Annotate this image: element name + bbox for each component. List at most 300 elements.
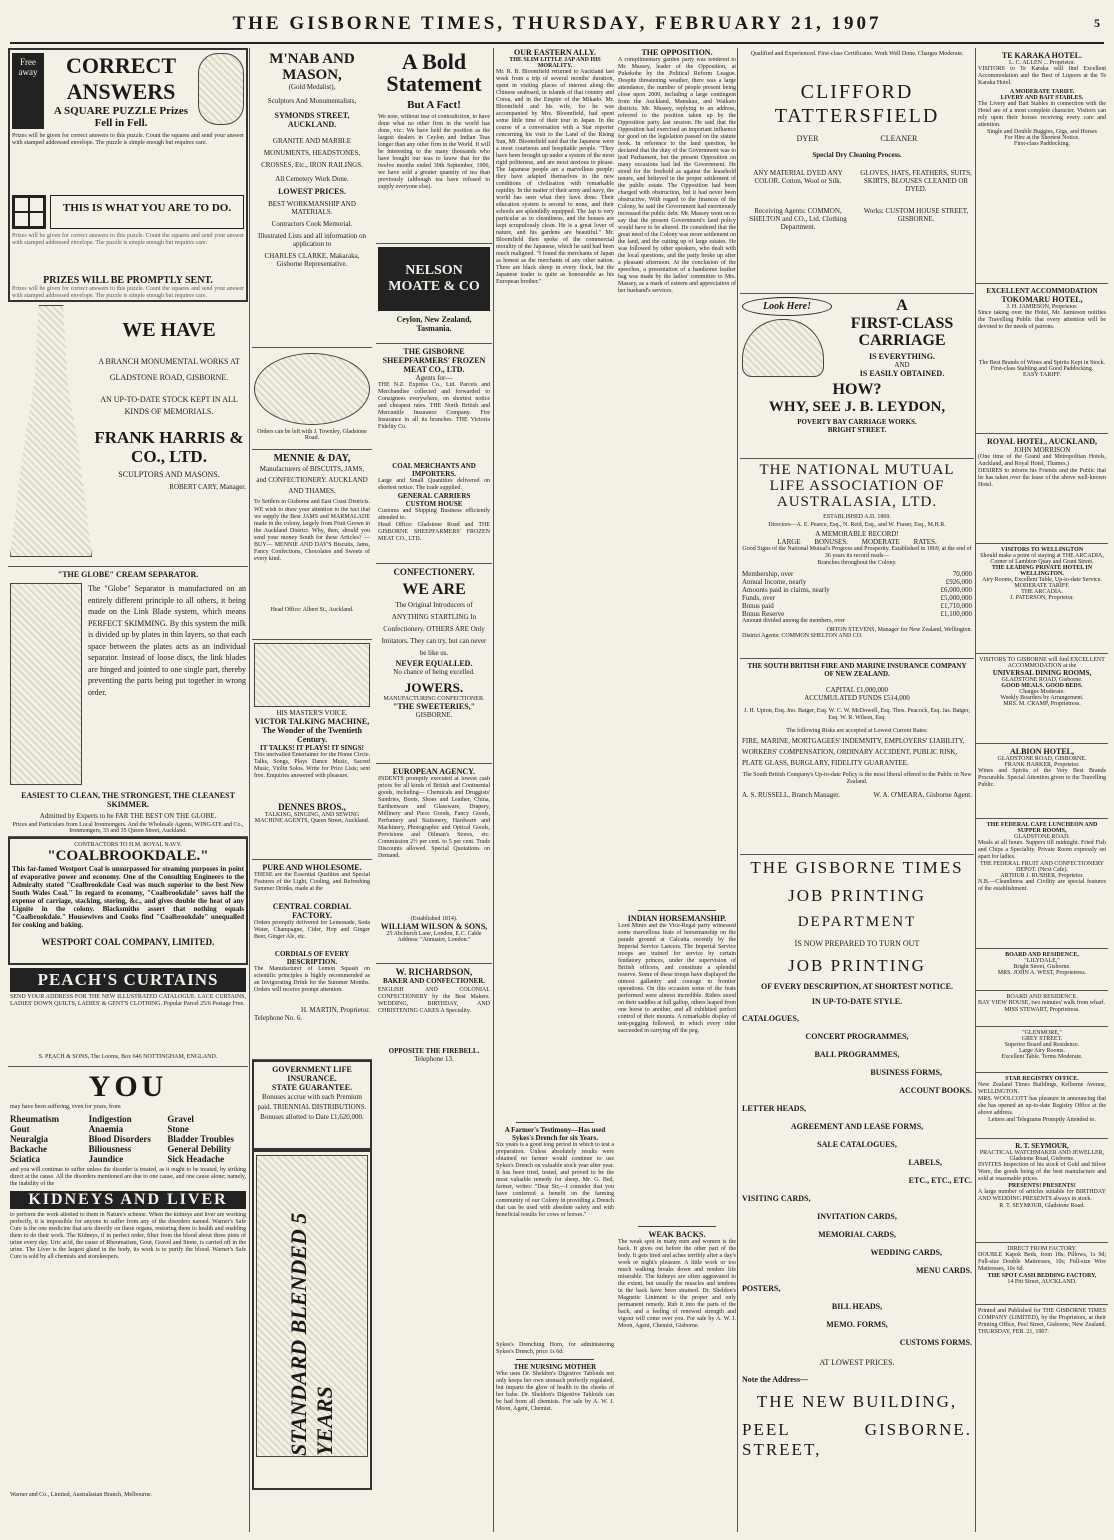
item: LABELS, (908, 1158, 942, 1167)
stock-text: AN UP-TO-DATE STOCK KEPT IN ALL KINDS OF MEMORIALS. (100, 395, 238, 416)
frank-harris: FRANK HARRIS & CO., LTD. (94, 428, 244, 466)
wingate: Prices and Particulars from Local Ironmongers. And the Wholesale Agents, WINGATE and Co., Ironmongers, 33 and 35 Queen Street, Auckland. (12, 822, 244, 834)
dennes: DENNES BROS., (278, 802, 346, 812)
ailment: General Debility (167, 1144, 232, 1154)
stat-row: Bonus paid £1,710,000 (742, 602, 972, 610)
item: ETC., ETC., ETC. (908, 1176, 972, 1185)
invites: INVITES Inspection of his stock of Gold and Silver Ware, the goods being of the best manufacture and sold at reasonable prices. (978, 1162, 1106, 1182)
admitted: Admitted by Experts to be FAR THE BEST ON THE GLOBE. (39, 812, 217, 820)
symonds-street: SYMONDS STREET, AUCKLAND. (274, 111, 350, 129)
district-agents: District Agents: COMMON SHELTON AND CO. (742, 633, 863, 639)
double-beds: DOUBLE Kapok Beds, from 18s; Pillows, 1s 9d; Full-size Double Mattresses, 10s; Full-size Wire Mattresses, 10s 6d. (978, 1252, 1106, 1272)
federal-cafe-ad (976, 819, 1108, 949)
nb: N.B.—Cleanliness and Civility are special features of the establishment. (978, 879, 1106, 892)
item: MEMORIAL CARDS, (818, 1230, 896, 1239)
est-1869: ESTABLISHED A.D. 1869. (823, 514, 891, 520)
farmer-testimony: A Farmer's Testimony—Has used Sykes's Drench for six Years. (504, 1126, 606, 1142)
directors: Directors—A. E. Pearce, Esq., N. Reid, Esq., and W. Fraser, Esq., M.H.R. (768, 522, 946, 528)
coalbrookdale-text: This far-famed Westport Coal is unsurpassed for steaming purposes in point of evaporative power and economy. One of the Consulting Engineers to the Admiralty stated "Coalbrookdale Coal was much superior to the best New South Wales Coal." In regard to economy, "Coalbrookdale" saves half the expense of carriage, stacking, storing, &c., and gives double the heat of any Lignite in the colony. Blacksmiths assert that nothing equals "Coalbrookdale." Housewives and Cooks find "Coalbrookdale" unequalled for cooking and baking. (12, 865, 244, 929)
look-here: Look Here! (742, 297, 832, 316)
stat-row: Annual Income, nearly £926,000 (742, 578, 972, 586)
item: VISITING CARDS, (742, 1194, 811, 1203)
charges: Charges Moderate. (1019, 689, 1065, 695)
victor-ad (252, 640, 372, 860)
it-talks: IT TALKS! IT PLAYS! IT SINGS! (260, 744, 364, 752)
harker: FRANK HARKER, Proprietor. (1004, 762, 1080, 768)
gramophone-ad-image (252, 350, 372, 450)
his-masters-voice-illustration (254, 643, 370, 707)
column-rule (249, 48, 250, 1532)
amount-divided: Amount divided among the members, over (742, 618, 845, 624)
te-karaka-hotel: TE KARAKA HOTEL. (1001, 51, 1083, 60)
masthead (10, 6, 1104, 44)
tattersfield-ad (740, 48, 974, 294)
letters: Letters and Telegrams Promptly Attended to. (988, 1117, 1096, 1123)
richardson: W. RICHARDSON, (395, 967, 473, 977)
royal-hotel: ROYAL HOTEL, AUCKLAND, (987, 437, 1097, 446)
govt-title: GOVERNMENT LIFE INSURANCE. (272, 1065, 352, 1083)
easiest-to-clean: EASIEST TO CLEAN, THE STRONGEST, THE CLEANEST SKIMMER. (21, 791, 235, 809)
european-agency-ad (376, 764, 492, 964)
introducers: The Original Introducers of ANYTHING STARTLING In Confectionery. OTHERS ARE Only Imitators. They can try, but can never be like us. (381, 601, 487, 657)
federal-cafe: THE FEDERAL CAFE LUNCHEON AND SUPPER ROOMS, (986, 822, 1098, 834)
sweeteries: "THE SWEETERIES," (392, 702, 476, 711)
divider (638, 910, 716, 911)
ailment: Indigestion (88, 1114, 132, 1124)
arcadia-tariff: MODERATE TARIFF. (1014, 583, 1070, 589)
every-description: OF EVERY DESCRIPTION, AT SHORTEST NOTICE. (760, 982, 953, 991)
ailment: Backache (10, 1144, 47, 1154)
martin: H. MARTIN, Proprietor. (301, 1006, 370, 1014)
we-have: WE HAVE (122, 319, 216, 341)
contractors: CONTRACTORS TO H.M. ROYAL NAVY. (74, 842, 182, 848)
dennes-sub: TALKING, SINGING, AND SEWING MACHINE AGENTS, Queen Street, Auckland. (254, 812, 370, 824)
risks-accepted: The following Risks are accepted at Lowest Current Rates: (786, 728, 928, 734)
wilson-address: 25 Abchurch Lane, London, E.C. Cable Address: "Annuaire, London." (386, 931, 482, 943)
south-british-ad (740, 659, 974, 855)
spot-cash: THE SPOT CASH BEDDING FACTORY, (987, 1273, 1097, 1279)
westport-coal: WESTPORT COAL COMPANY, LIMITED. (41, 937, 215, 947)
royal-hotel-ad (976, 434, 1108, 544)
direct-factory: DIRECT FROM FACTORY. (1007, 1246, 1077, 1252)
established-1814: (Established 1814). (410, 916, 458, 922)
printed-published: Printed and Published for THE GISBORNE TIMES COMPANY (LIMITED), by the Proprietors, at their Printing Office, Peel Street, Gisborne, New Zealand. THURSDAY, FEB. 21, 1907. (978, 1308, 1106, 1335)
but-a-fact: But A Fact! (407, 99, 461, 111)
glenmore-ad (976, 1027, 1108, 1073)
coal-merch-text: Large and Small Quantities delivered on shortest notice. The trade supplied. (378, 478, 490, 491)
best-workmanship: BEST WORKMANSHIP AND MATERIALS. (268, 200, 356, 216)
column-3a (496, 48, 614, 1532)
no-chance: No chance of being excelled. (393, 668, 475, 676)
eastern-ally-heading: OUR EASTERN ALLY. (514, 48, 596, 57)
jowers: JOWERS. (404, 680, 464, 695)
nursing-text: Who uses Dr. Sheldon's Digestive Tabloids not only keeps her own stomach perfectly regulated, but imparts the glow of health to the cheeks of her babe. Dr. Sheldon's Digestive Tabloids can be had from all chemists. For sale by A. W. J. Moon, Agent, Chemist. (496, 1371, 614, 1412)
european-text: INDENTS promptly executed at lowest cash prices for all kinds of British and Continental goods, including— Chemicals and Druggists' Sundries, Boots, Shoes and Leather, China, Earthenware and Glassware, Drapery, Millinery and Piece Goods, Fancy Goods, Perfumery and Stationery, Hardware and Machinery, Photographic and Optical Goods, Provisions and Oilman's Stores, etc. Commission 2½ per cent. to 5 per cent. Trade Discounts allowed. Special Quotations on Demand. (378, 776, 490, 859)
item: CONCERT PROGRAMMES, (805, 1032, 909, 1041)
puzzle-square (12, 195, 46, 229)
divider (516, 1359, 594, 1360)
peach-address: S. PEACH & SONS, The Looms, Box 646 NOTTINGHAM, ENGLAND. (38, 1054, 218, 1060)
airy-rooms: Airy Rooms, Excellent Table, Up-to-date Service. (982, 577, 1102, 583)
tokomaru-hotel: TOKOMARU HOTEL, (1001, 295, 1083, 304)
standard-seal-illustration (254, 353, 370, 425)
lemon-squash: The Manufacturer of Lemon Squash on scientific principles is highly recommended as an Invigorating Drink for the Summer Months. Orders will receive prompt attention. (254, 966, 370, 993)
puzzle-free: Free away (12, 53, 44, 129)
allen: L. C. ALLEN ... Proprietor. (1009, 60, 1075, 66)
cordial-tel: Telephone No. 6. (254, 1014, 303, 1022)
ceylon-nz: Ceylon, New Zealand, Tasmania. (396, 315, 472, 333)
cramp: MRS. M. CRAMP, Proprietress. (1003, 701, 1081, 707)
puzzle-text: Prizes will be given for correct answers to this puzzle. Count the squares and send your answer with stamped addressed envelope. The puzzle is simple enough but requires care. (12, 133, 244, 146)
puzzle-subtitle: A SQUARE PUZZLE Prizes Fell in Fell. (53, 105, 189, 129)
prizes-sent: PRIZES WILL BE PROMPTLY SENT. (43, 275, 213, 286)
hmv: HIS MASTER'S VOICE. (276, 709, 348, 717)
branches: Branches throughout the Colony. (817, 560, 897, 566)
department: DEPARTMENT (797, 914, 917, 930)
arcadia-2: THE ARCADIA. (1021, 589, 1063, 595)
monumentalists: Sculptors And Monumentalists, (267, 97, 357, 105)
european-agency: EUROPEAN AGENCY. (392, 767, 476, 776)
large-bonuses: LARGE BONUSES. MODERATE RATES. (777, 538, 937, 546)
never-equalled: NEVER EQUALLED. (395, 659, 473, 668)
up-to-date: IN UP-TO-DATE STYLE. (811, 997, 903, 1006)
lowest-prices: AT LOWEST PRICES. (819, 1358, 895, 1367)
stat-row: Amounts paid in claims, nearly £6,000,000 (742, 586, 972, 594)
bay-view: BAY VIEW HOUSE, two minutes' walk from wharf. (978, 1000, 1106, 1006)
nursing-mother: THE NURSING MOTHER (513, 1363, 597, 1371)
ailment: Sick Headache (167, 1154, 225, 1164)
eastern-ally-sub: THE SLIM LITTLE JAP AND HIS MORALITY. (509, 57, 601, 69)
mnab-title: M'NAB AND MASON, (269, 51, 355, 83)
lilydale-addr: Bright Street, Gisborne. (1013, 964, 1071, 970)
puzzle-title: CORRECT ANSWERS (65, 53, 176, 104)
general-carriers: GENERAL CARRIERS (397, 492, 471, 500)
is-everything: IS EVERYTHING. (869, 352, 935, 361)
column-1 (8, 48, 248, 1532)
ailment: Stone (167, 1124, 189, 1134)
federal-addr: GLADSTONE ROAD. (1014, 834, 1070, 840)
item: AGREEMENT AND LEASE FORMS, (790, 1122, 924, 1131)
mnab-mason-ad (252, 48, 372, 348)
stabling: First-class Stabling and Good Paddocking. (990, 366, 1094, 372)
jowers-sub: MANUFACTURING CONFECTIONER. (383, 696, 485, 702)
glenmore: "GLENMORE," (1022, 1030, 1062, 1036)
south-british: THE SOUTH BRITISH FIRE AND MARINE INSURANCE COMPANY OF NEW ZEALAND. (747, 662, 967, 678)
arcadia: Should make a point of staying at THE ARCADIA, (980, 553, 1104, 559)
ailment: Rheumatism (10, 1114, 59, 1124)
memorable-record: A MEMORABLE RECORD! (815, 530, 899, 538)
ailment: Gout (10, 1124, 30, 1134)
pitt-street: 14 Pitt Street, AUCKLAND. (1007, 1279, 1077, 1285)
item: CUSTOMS FORMS. (899, 1338, 972, 1347)
star-registry-ad (976, 1073, 1108, 1139)
weekly: Weekly Boarders by Arrangement. (1000, 695, 1084, 701)
page-number: 5 (1094, 16, 1100, 30)
te-karaka-text: VISITORS to Te Karaka will find Excellent Accommodation and the Best of Liquors at the Te Karaka Hotel. (978, 66, 1106, 86)
ailment: Jaundice (88, 1154, 124, 1164)
paterson: J. PATERSON, Proprietor. (1010, 595, 1074, 601)
globe-title: "THE GLOBE" CREAM SEPARATOR. (57, 570, 199, 579)
column-rule (493, 48, 494, 1532)
column-3b (618, 48, 736, 1532)
column-5 (976, 48, 1108, 1532)
mennie-title: MENNIE & DAY, (273, 453, 351, 464)
mrs-woolcott: MRS. WOOLCOTT has pleasure in announcing that she has opened an up-to-date Registry Office at the above address. (978, 1096, 1106, 1116)
warner-ad (8, 1067, 248, 1507)
weak-text: The weak spot in many men and women is the back. It gives out before the other part of the body. It gets tired and aches terribly after a day's work or night's pleasure. A little work or too much walking breaks down and renders life miserable. The kidneys are often aggravated to the extent, but usually the muscles and tendons in the back have been strained. Dr. Sheldon's Magnetic Liniment is the proper and only permanent remedy. Rub it into the parts of the back, and a feeling of renewed strength and vigour will come over you. For sale by A. W. J. Moon, Agent, Chemist, Gisborne. (618, 1239, 736, 1329)
govt-text: Bonuses accrue with each Premium paid. TRIENNIAL DISTRIBUTIONS. Bonuses allotted to Date £1,620,000. (257, 1093, 367, 1121)
bright-street: BRIGHT STREET. (827, 426, 887, 434)
item: LETTER HEADS, (742, 1104, 807, 1113)
state-guarantee: STATE GUARANTEE. (271, 1083, 353, 1092)
risks-list: FIRE, MARINE, MORTGAGEES' INDEMNITY, EMPLOYERS' LIABILITY, WORKERS' COMPENSATION, ORDINARY ACCIDENT, PUBLIC RISK, PLATE GLASS, BURGLARY, FIDELITY GUARANTEE. (742, 737, 965, 767)
excellent-accom: EXCELLENT ACCOMMODATION (986, 287, 1098, 295)
seymour-addr: Gladstone Road, Gisborne. (1009, 1156, 1075, 1162)
for-hire: For Hire at the Shortest Notice. (1004, 135, 1080, 141)
capital: CAPITAL £1,000,000 (826, 686, 888, 694)
item: MENU CARDS. (916, 1266, 972, 1275)
central-cordial: CENTRAL CORDIAL FACTORY. (272, 902, 352, 920)
royal-text: (One time of the Grand and Metropolitan Hotels, Auckland, and Royal Hotel, Thames.) (978, 454, 1106, 467)
bay-view-ad (976, 991, 1108, 1027)
cordial-text: THESE are the Essential Qualities and Special Features of the Light, Cooling, and Refreshing Summer Drinks, made at the (254, 872, 370, 892)
ailment: Biliousness (88, 1144, 132, 1154)
granite-marble: GRANITE AND MARBLE MONUMENTS, HEADSTONES, CROSSES, Etc., IRON RAILINGS. (261, 137, 363, 169)
mennie-sub: Manufacturers of BISCUITS, JAMS, and CONFECTIONERY. AUCKLAND AND THAMES. (256, 465, 368, 495)
opposition-text: A complimentary garden party was tendered to Mr. Massey, leader of the Opposition, at Pukekohe by the Political Reform League. Despite threatening weather, there was a large attendance, the number of people present being close upon 2000, including a large contingent from the Auckland, Manukau, and Waikato districts. Mr. Massey, replying to an address, referred to the position taken up by the Opposition party last session. He said that the Opposition had exercised an important influence for good on the legislation passed on the statute book. In reference to the land question, he declared that the duty of the Government was to lead Parliament, but the present Opposition on many occasions had led the Government. He stood for the freehold as against the leasehold tenure, and believed in the proper settlement of the public estate. The Opposition had been charged with obstruction, but it had never been obstructive. With regard to the finances of the Colony, he said the Government had enormously increased the public debt. Mr. Massey went on to say that the present Government's land policy would have to be altered. He considered that the great need of the Colony was more settlement on the land, and the cutting up of large estates. He was followed by other speakers, who dealt with the local questions, and the party broke up after a pleasant afternoon. At the conclusion of the speeches, a presentation of a handsome leather bag was made by the ladies' committee to Mrs. Massey, as a mark of esteem and appreciation of her husband's services. (618, 57, 736, 294)
star-text: New Zealand Times Buildings, Kelburne Avenue, WELLINGTON. (978, 1082, 1106, 1095)
good-signs: Good Signs of the National Mutual's Progress and Prosperity. Established in 1869, at the end of 36 years its record reads— (742, 546, 972, 559)
column-2-left-lower (252, 350, 372, 1532)
receiving-agents: Receiving Agents: COMMON, SHELTON and CO., Ltd. Clothing Department. (749, 207, 847, 231)
lowest-prices: LOWEST PRICES. (278, 187, 346, 196)
jowers-ad (376, 564, 492, 764)
gloves-hats: GLOVES, HATS, FEATHERS, SUITS, SKIRTS, BLOUSES CLEANED OR DYED. (860, 169, 972, 193)
wilson-sons: WILLIAM WILSON & SONS, (380, 922, 488, 931)
charles-clarke: CHARLES CLARKE, Makaraka, (264, 252, 360, 260)
universal: UNIVERSAL DINING ROOMS, (992, 669, 1092, 677)
jowers-gisborne: GISBORNE. (415, 711, 453, 719)
gisborne-times: THE GISBORNE TIMES (750, 858, 964, 877)
good-meals: GOOD MEALS. GOOD BEDS. (1001, 683, 1083, 689)
you-title: YOU (88, 1070, 168, 1103)
robert-cary: ROBERT CARY, Manager. (169, 483, 246, 491)
ailment: Sciatica (10, 1154, 40, 1164)
job-printing-ad (740, 855, 974, 1475)
item: CATALOGUES, (742, 1014, 799, 1023)
bold-statement-ad (376, 48, 492, 244)
sheepfarmers-ad (376, 344, 492, 564)
paddocking: First-class Paddocking. (1014, 141, 1070, 147)
buggies: Single and Double Buggies, Gigs, and Horses (987, 129, 1097, 135)
first-class-carriage: FIRST-CLASS CARRIAGE (850, 315, 954, 349)
cream-separator-illustration (10, 583, 82, 785)
baker-confectioner: BAKER AND CONFECTIONER. (382, 977, 486, 985)
best-brands: The Best Brands of Wines and Spirits Kept in Stock. (978, 360, 1106, 366)
now-prepared: IS NOW PREPARED TO TURN OUT (794, 939, 920, 948)
kidneys-liver: KIDNEYS AND LIVER (10, 1191, 246, 1209)
directors-list: J. H. Upton, Esq. Jno. Batger, Esq. W. C. W. McDowell, Esq. Thos. Peacock, Esq. Jas. Batger, Esq. W. R. Wilson, Esq. (744, 708, 970, 721)
item: BILL HEADS, (831, 1302, 883, 1311)
board-residence-2: BOARD AND RESIDENCE. (1006, 994, 1078, 1000)
cook-memorial: Contractors Cook Memorial. (271, 220, 353, 228)
moderate-tariff: A MODERATE TARIFF. (1009, 89, 1075, 95)
item: ACCOUNT BOOKS. (899, 1086, 972, 1095)
leading-private: THE LEADING PRIVATE HOTEL IN WELLINGTON. (991, 565, 1093, 577)
ailment: Blood Disorders (88, 1134, 151, 1144)
puzzle-ad (8, 48, 248, 302)
stat-row: Membership, over 70,000 (742, 570, 972, 578)
federal-fruit: THE FEDERAL FRUIT AND CONFECTIONERY DEPOT. (Next Cafe). (979, 861, 1104, 873)
albion-ad (976, 744, 1108, 819)
new-building: THE NEW BUILDING, (756, 1392, 958, 1411)
column-rule (737, 48, 738, 1532)
coalbrookdale-ad (8, 837, 248, 965)
opposition-heading: THE OPPOSITION. (641, 48, 713, 57)
victor-text: This unrivalled Entertainer for the Home Circle. Talks, Songs, Plays Dance Music, Sacred Music, Violin Solos. Write for Price Lists; sent free. Enquiries answered with pleasure. (254, 752, 370, 779)
column-2b (376, 48, 492, 1532)
mennie-day-ad (252, 450, 372, 640)
livery-text: The Livery and Bait Stables in connection with the Hotel are of a most complete character. Visitors can rely upon their horses receiving every care and attention. (978, 101, 1106, 128)
globe-text: The "Globe" Separator is manufactured on an entirely different principle to all others, it being made on the Link Blade system, which means PERFECT SKIMMING. By this system the milk is divided up by plates in thin layers, so that each space between the plates acts as an individual separator. Instead of loose discs, the link blades are hinged and jointed to one single part, thereby preventing the parts being put together in wrong order. (88, 584, 246, 697)
you-text: and you will continue to suffer unless the disorder is treated, as it ought to be treated, by striking direct at the cause. All the disorders mentioned are due to one cause, and one cause alone; namely, the inability of the (10, 1167, 246, 1187)
you-subtitle: may have been suffering, even for years, from (10, 1104, 121, 1110)
custom-house: CUSTOM HOUSE (405, 500, 463, 508)
ailment: Bladder Troubles (167, 1134, 234, 1144)
agents-for: Agents for— (415, 374, 453, 382)
livery-stables: LIVERY AND BAIT STABLES. (1000, 95, 1084, 101)
item: WEDDING CARDS, (870, 1248, 942, 1257)
clifford-tattersfield: CLIFFORD TATTERSFIELD (774, 81, 940, 127)
item: SALE CATALOGUES, (817, 1140, 897, 1149)
a-letter: A (896, 297, 908, 314)
dyer-cleaner: DYER CLEANER (796, 134, 918, 143)
albion-text: Wines and Spirits of the Very Best Brands Procurable. Special Attention given to the Travelling Public. (978, 768, 1106, 788)
peel-street: PEEL STREET, (742, 1420, 822, 1459)
standard-blended: STANDARD BLENDED 5 YEARS (286, 1212, 337, 1456)
indian-text: Lord Minto and the Vice-Regal party witnessed some marvellous feats of horsemanship on the parade ground at Calcutta recently by the Imperial Service Lancers. The Imperial Service troops are trained for service by certain feudatory princes, under the supervision of British officers, and constitute a splendid reserve. Some of these troops have displayed the utmost gallantry and courage in frontier operations. On this occasion some of the feats performed were almost incredible. Riders stood on their saddles at full gallop, others leaped from one horse to another, and all exhibited perfect control of their mounts. A remarkable display of tent-pegging followed, in which every rider succeeded in carrying off the peg. (618, 923, 736, 1034)
star-registry: STAR REGISTRY OFFICE. (1005, 1076, 1079, 1082)
russell: A. S. RUSSELL, Branch Manager. (742, 791, 840, 799)
board-residence: BOARD AND RESIDENCE, (1005, 952, 1079, 958)
nelson-moate-ad (376, 244, 492, 344)
ailments-list (10, 1114, 246, 1164)
pocket-watch-illustration (198, 53, 244, 125)
lilydale-ad (976, 949, 1108, 991)
albion-hotel: ALBION HOTEL, (1009, 747, 1074, 756)
federal-text: Meals at all hours. Suppers till midnight. Fried Fish and Chips a Speciality. Private Room expressly set apart for ladies. (978, 840, 1106, 860)
special-dry: Special Dry Cleaning Process. (812, 151, 902, 159)
presents: PRESENTS! PRESENTS! (1008, 1183, 1076, 1189)
cordial-list: Orders promptly delivered for Lemonade, Soda Water, Champagne, Cider, Hop and Ginger Beer, Ginger Ale, etc. (254, 920, 370, 940)
gisborne-address: GISBORNE. (864, 1420, 972, 1439)
cordials-every: CORDIALS OF EVERY DESCRIPTION. (274, 950, 350, 966)
leydon-carriage-ad (740, 294, 974, 459)
weak-backs: WEAK BACKS. (648, 1230, 706, 1239)
note-address: Note the Address— (742, 1375, 809, 1384)
peach-text: SEND YOUR ADDRESS FOR THE NEW ILLUSTRATED CATALOGUE. LACE CURTAINS, LADIES' DOWN QUILTS, LADIES' & GENT'S CLOTHING. Popular Parcel 25/6 Postage Free. (10, 994, 246, 1007)
visitors-gisborne: VISITORS TO GISBORNE will find EXCELLENT ACCOMMODATION at the (979, 657, 1105, 669)
cemetery-work: All Cemetery Work Done. (275, 175, 349, 183)
visitors-wellington: VISITORS TO WELLINGTON (1000, 547, 1084, 553)
indian-heading: INDIAN HORSEMANSHIP. (627, 914, 727, 923)
man-illustration (742, 319, 824, 377)
catalogue-info: Illustrated Lists and all information on application to (258, 232, 366, 248)
works: Works: CUSTOM HOUSE STREET, GISBORNE. (863, 207, 969, 223)
eastern-ally-text: Mr. R. B. Bloomfield returned to Auckland last week from a trip of several months' duration, spent in visiting places of interest along the Chinese seaboard, in islands of that country and Corea, and in the Empire of the Mikado. Mr. Bloomfield and his wife, for he was accompanied by Mrs. Bloomfield, had spent some little time of their tour in Japan. In the course of a conversation with a Star reporter concerning his visit to the Land of the Rising Sun, Mr. Bloomfield said that the Japanese were a most courteous and hospitable people. "They have been brought up under a system of the most rigid politeness, and are most anxious to please. The Japanese people are a marvellous people; they have adapted themselves to the new conditions of civilisation with remarkable rapidity. In the matter of their army and navy, the world has seen what they have done. Their education system is second to none, and their schools are splendidly equipped. The Jap is very particular as to cleanliness, and the houses are kept scrupulously clean. He is a great lover of nature, and his gardens are beautiful." Mr. Bloomfield then spoke of the commercial morality of the Japanese, which he said had been much maligned. "I found the merchants of Japan as honest as the merchants of any other nation. There are black sheep in every flock, but the Japanese trader is quite as honourable as his European brother." (496, 69, 614, 285)
universal-dining-ad (976, 654, 1108, 744)
job-printing-2: JOB PRINTING (788, 956, 926, 975)
a-bold-statement: A Bold Statement (386, 49, 482, 96)
frank-harris-ad (8, 302, 248, 567)
masthead-title: THE GISBORNE TIMES, THURSDAY, FEBRUARY 21, 1907 (232, 13, 882, 34)
stat-row: Funds, over £5,000,000 (742, 594, 972, 602)
coalbrookdale-title: "COALBROOKDALE." (47, 848, 209, 864)
job-printing: JOB PRINTING (788, 886, 926, 905)
superior: Superior Board and Residence. (1004, 1042, 1080, 1048)
te-karaka-ad (976, 48, 1108, 284)
pure-wholesome: PURE AND WHOLESOME. (262, 863, 362, 872)
townley-orders: Orders can be left with J. Townley, Gladstone Road. (257, 429, 367, 441)
stewart: MISS STEWART, Proprietress. (1004, 1007, 1080, 1013)
liberal-policy: The South British Company's Up-to-date Policy is the most liberal offered to the Public in New Zealand. (742, 772, 972, 785)
tokomaru-text: Since taking over the Hotel, Mr. Jamieson notifies the Travelling Public that every attention will be devoted to the needs of patrons. (978, 310, 1106, 330)
and: AND (894, 361, 910, 369)
mennie-text: WE wish to draw your attention to the fact that we supply the Best JAMS and MARMALADE made in the colony, largely from Fruit Grown in the Auckland District. Why, then, should you send your money South for these Articles? —BUY— MENNIE AND DAY'S Biscuits, Jams, Fancy Confections, Chocolates and Sweets of every kind. (254, 507, 370, 562)
easily-obtained: IS EASILY OBTAINED. (859, 369, 945, 378)
custom-text: Customs and Shipping Business efficiently attended to. (378, 508, 490, 521)
warner-company: Warner and Co., Limited, Australasian Branch, Melbourne. (10, 1492, 152, 1498)
orton-stevens: ORTON STEVENS, Manager for New Zealand, Wellington. (826, 627, 972, 633)
branch-text: A BRANCH MONUMENTAL WORKS AT GLADSTONE ROAD, GISBORNE. (98, 357, 240, 382)
head-office-gsfmc: Head Office: Gladstone Road and THE GISBORNE SHEEPFARMERS' FROZEN MEAT CO., LTD. (378, 522, 490, 542)
seymour: R. T. SEYMOUR, (1015, 1142, 1069, 1150)
coal-merchants: COAL MERCHANTS AND IMPORTERS. (392, 462, 476, 478)
kidney-text: to perform the work allotted to them in Nature's scheme. When the kidneys and liver are working perfectly, it is impossible for anyone to suffer from any of the disorders named. Warner's Safe Cure is the one medicine that acts directly on these organs, restoring them to health and enabling them to do their work. The Kidneys, if in perfect order, filter from the blood about three pints of urine every day. Uric acid, the cause of Rheumatism, Gout, Gravel and Stone, is carried off in the urine. The Liver is the largest gland in the body, its work is to purify the blood. Warner's Safe Cure is sold by all chemists and storekeepers. (10, 1212, 246, 1260)
accumulated: ACCUMULATED FUNDS £514,000 (804, 694, 910, 702)
govt-insurance-ad (252, 1060, 372, 1150)
opposite-firebell: OPPOSITE THE FIREBELL. (388, 1047, 480, 1055)
divider (638, 1226, 716, 1227)
lilydale: "LILYDALE," (1024, 958, 1060, 964)
ailment: Gravel (167, 1114, 194, 1124)
watchmaker: PRACTICAL WATCHMAKER AND JEWELLER, (979, 1150, 1105, 1156)
gisborne-rep: Gisborne Representative. (276, 260, 348, 268)
peach-curtains-ad (8, 965, 248, 1067)
gsfmc: THE GISBORNE SHEEPFARMERS' FROZEN MEAT CO., LTD. (382, 347, 486, 374)
baker-text: ENGLISH AND COLONIAL CONFECTIONERY by the Best Makers. WEDDING, BIRTHDAY, AND CHRISTENING CAKES A Speciality. (378, 987, 490, 1014)
how: HOW? (832, 381, 882, 398)
cordial-ad (252, 860, 372, 1060)
stat-row: Bonus Reserve £1,100,000 (742, 610, 972, 618)
tattersfield-top: Qualified and Experienced. First-class Certificates. Work Well Done. Charges Moderate. (750, 51, 964, 57)
column-4 (740, 48, 974, 1532)
settlers: To Settlers in Gisborne and East Coast Districts. (254, 499, 370, 505)
printing-items (742, 1010, 972, 1352)
rusher: ARTHUR J. RUSHER, Proprietor. (1000, 873, 1084, 879)
seymour-2: R. T. SEYMOUR, Gladstone Road. (999, 1203, 1085, 1209)
richardson-ad (376, 964, 492, 1114)
national-mutual-ad (740, 459, 974, 659)
prizes-text: Prizes will be given for correct answers to this puzzle. Count the squares and send your answer with stamped addressed envelope. The puzzle is simple enough but requires care. (12, 286, 244, 299)
agents-text: THE N.Z. Express Co., Ltd. Parcels and Merchandise collected and forwarded to Consignees everywhere, on shortest notice and cheapest rates. THE North British and Mercantile Insurance Company. Fire Insurance in all its branches. THE Victoria Fidelity Co. (378, 382, 490, 430)
testimony-text: Six years is a good long period in which to test a preparation. Unless absolutely results were obtained no farmer would continue to use Sykes's Drench on valuable stock year after year. It has been tried, tested, and proved to be the most valuable remedy for sheep. Mr. G. Bed, farmer, writes: "Dear Sir,—I consider that you have conferred a benefit on the farming community of our Colony in providing a Drench that can be used with absolute safety and with beneficial results for cows or horses." (496, 1142, 614, 1218)
jamieson: J. H. JAMIESON, Proprietor. (1006, 304, 1078, 310)
victor-title: VICTOR TALKING MACHINE, The Wonder of the Twentieth Century. (254, 717, 370, 744)
monument-illustration (10, 305, 92, 557)
richardson-tel: Telephone 13. (414, 1055, 454, 1063)
tokomaru-ad (976, 284, 1108, 434)
